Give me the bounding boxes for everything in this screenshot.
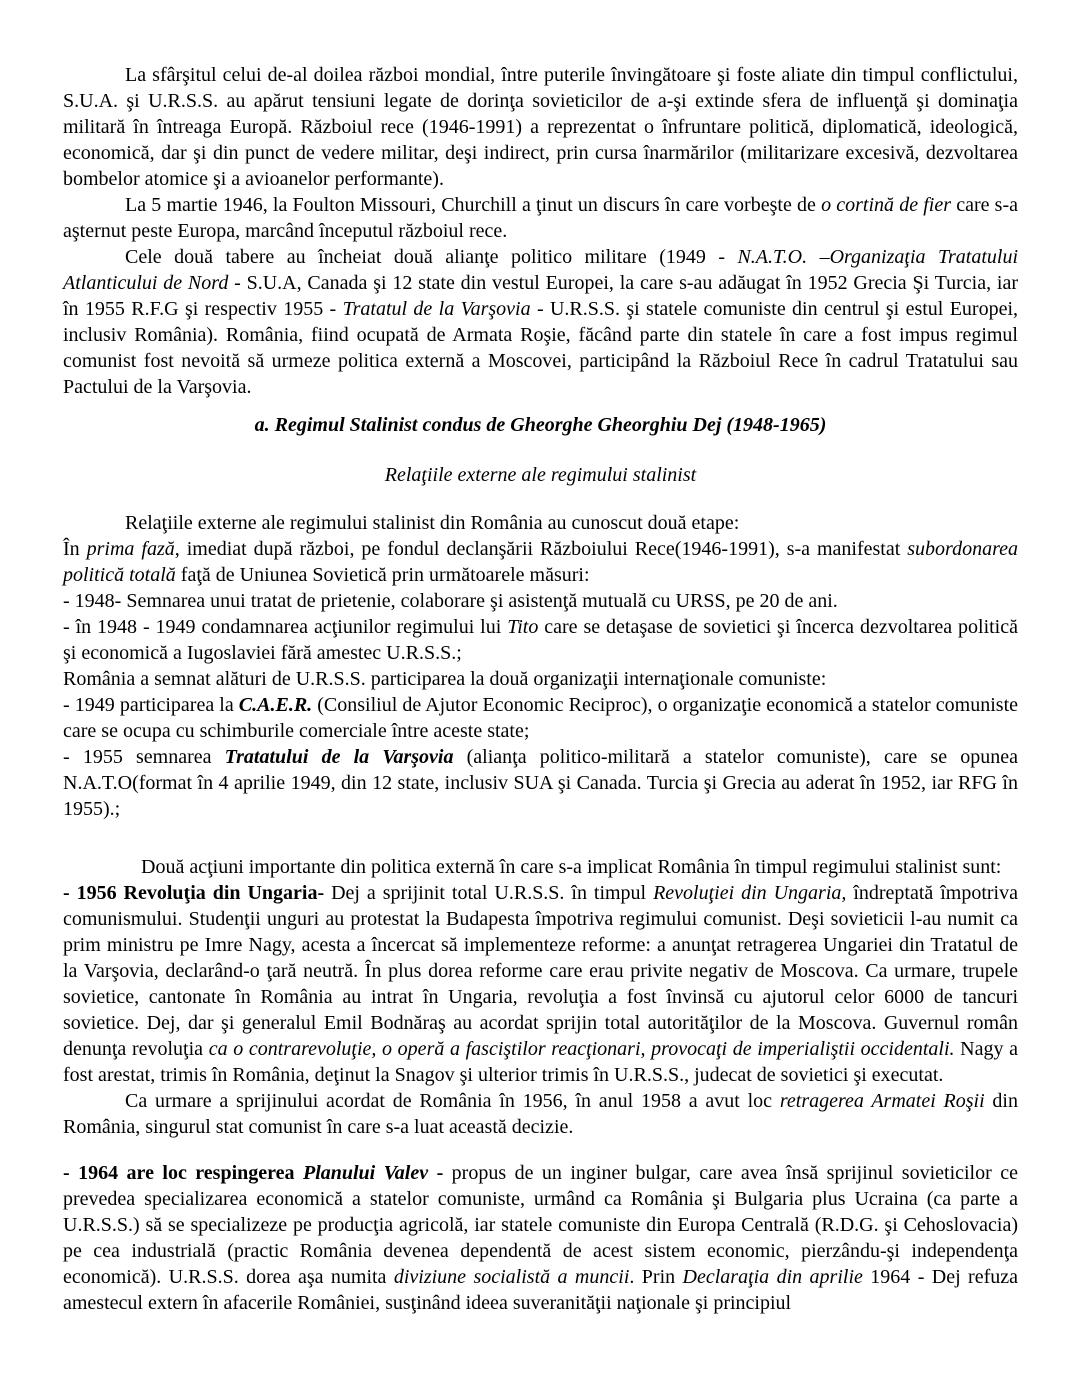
spacer xyxy=(63,438,1018,462)
text-run: N.A.T.O. –Organizaţia Tratatului Atlanticului de Nord xyxy=(63,246,1019,294)
text-run: Ca urmare a sprijinului acordat de România în 1956, în anul 1958 a avut loc xyxy=(125,1090,780,1112)
text-run: subordonarea politică totală xyxy=(63,538,1018,586)
measure-1955-warsaw-pact-paragraph xyxy=(63,744,1018,822)
measure-1948-treaty-paragraph xyxy=(63,588,1018,614)
measure-1948-1949-tito-paragraph xyxy=(63,614,1018,666)
text-run: - 1956 Revoluţia din Ungaria- xyxy=(63,882,325,904)
text-run: propus de un inginer bulgar, care avea însă sprijinul sovieticilor ce prevedea specializarea economică a statelor comuniste, urmând ca România şi Bulgaria plus Ucraina (ca parte a U.R.S.S.) să se specializeze pe producţia agricolă, iar statele comuniste din Europa Centrală (R.D.G. şi Cehoslovacia) pe cea industrială (practic România devenea dependentă de acest sistem economic, pierzându-şi independenţa economică). U.R.S.S. dorea aşa numita xyxy=(63,1162,1018,1288)
text-run: - 1955 semnarea xyxy=(63,746,225,768)
text-run: retragerea Armatei Roşii xyxy=(779,1090,985,1112)
intro-cold-war-paragraph xyxy=(63,62,1018,192)
text-run: - 1949 participarea la xyxy=(63,694,239,716)
text-run: - S.U.A, Canada şi 12 state din vestul Europei, la care s-au adăugat în 1952 Grecia Şi Turcia, iar în 1955 R.F.G şi respectiv 1955 - xyxy=(63,272,1018,320)
text-run: care se detaşase de sovietici şi încerca dezvoltarea politică şi economică a Iugoslaviei fără amestec U.R.S.S.; xyxy=(63,616,1018,664)
spacer xyxy=(63,488,1018,510)
hungary-1956-paragraph xyxy=(63,880,1018,1088)
text-run: Două acţiuni importante din politica externă în care s-a implicat România în timpul regimului stalinist sunt: xyxy=(141,856,1002,878)
valev-plan-1964-paragraph xyxy=(63,1160,1018,1316)
text-run: La sfârşitul celui de-al doilea război mondial, între puterile învingătoare şi foste aliate din timpul conflictului, S.U.A. şi U.R.S.S. au apărut tensiuni legate de dorinţa sovieticilor de a-şi extinde sfera de influenţă şi dominaţia militară în întreaga Europă. Războiul rece (1946-1991) a reprezentat o înfruntare politică, diplomatică, ideologică, economică, dar şi din punct de vedere militar, deşi indirect, prin cursa înarmărilor (militarizare excesivă, dezvoltarea bombelor atomice şi a avioanelor performante). xyxy=(63,64,1018,190)
text-run: Tratatului de la Varşovia xyxy=(224,746,454,768)
text-run: - în 1948 - 1949 condamnarea acţiunilor regimului lui xyxy=(63,616,508,638)
text-run: - U.R.S.S. şi statele comuniste din centrul şi estul Europei, inclusiv România). România, fiind ocupată de Armata Roşie, făcând parte din statele în care a fost impus regimul comunist fost nevoită să urmeze politica externă a Moscovei, participând la Războiul Rece în cadrul Tratatului sau Pactului de la Varşovia. xyxy=(63,298,1019,398)
organizations-intro-paragraph xyxy=(63,666,1018,692)
text-run: prima fază xyxy=(86,538,175,560)
text-run: ca o contrarevoluţie, o operă a fasciştilor reacţionari, provocaţi de imperialiştii occidentali. xyxy=(208,1038,955,1060)
text-run: (Consiliul de Ajutor Economic Reciproc), o organizaţie economică a statelor comuniste care se ocupa cu schimburile comerciale între aceste state; xyxy=(63,694,1019,742)
text-run: diviziune socialistă a muncii xyxy=(393,1266,630,1288)
two-actions-intro-paragraph xyxy=(63,854,1018,880)
spacer xyxy=(63,400,1018,412)
text-run: Cele două tabere au încheiat două alianţe politico militare (1949 - xyxy=(125,246,738,268)
iron-curtain-paragraph xyxy=(63,192,1018,244)
text-run: îndreptată împotriva comunismului. Studenţii unguri au protestat la Budapesta împotriva regimului comunist. Deşi sovieticii l-au numit ca prim ministru pe Imre Nagy, acesta a încercat să implementeze reforme: a anunţat retragerea Ungariei din Tratatul de la Varşovia, declarând-o ţară neutră. În plus dorea reforme care erau privite negativ de Moscova. Ca urmare, trupele sovietice, cantonate în România au intrat în Ungaria, revoluţia a fost învinsă cu ajutorul celor 6000 de tancuri sovietice. Dej, dar şi generalul Emil Bodnăraş au acordat sprijin total autorităţilor de la Moscova. Guvernul român denunţa revoluţia xyxy=(63,882,1018,1060)
text-run: Declaraţia din aprilie xyxy=(682,1266,863,1288)
text-run: - xyxy=(428,1162,444,1184)
first-phase-paragraph xyxy=(63,536,1018,588)
text-run: Relaţiile externe ale regimului stalinist din România au cunoscut două etape: xyxy=(125,512,740,534)
section-subheading xyxy=(63,462,1018,488)
text-run: (alianţa politico-militară a statelor comuniste), care se opunea N.A.T.O(format în 4 aprilie 1949, din 12 state, inclusiv SUA şi Canada. Turcia şi Grecia au aderat în 1952, iar RFG în 1955).; xyxy=(63,746,1018,820)
text-run: Revoluţiei din Ungaria, xyxy=(653,882,847,904)
text-run: faţă de Uniunea Sovietică prin următoarele măsuri: xyxy=(175,564,590,586)
text-run: Dej a sprijinit total U.R.S.S. în timpul xyxy=(324,882,654,904)
red-army-withdrawal-paragraph xyxy=(63,1088,1018,1140)
text-run: . Prin xyxy=(629,1266,683,1288)
text-run: , imediat după război, pe fondul declanşării Războiului Rece(1946-1991), s-a manifestat xyxy=(174,538,908,560)
spacer xyxy=(63,1140,1018,1160)
text-run: o cortină de fier xyxy=(821,194,952,216)
text-run: Nagy a fost arestat, trimis în România, deţinut la Snagov şi ulterior trimis în U.R.S.S., judecat de sovietici şi executat. xyxy=(63,1038,1018,1086)
text-run: C.A.E.R. xyxy=(238,694,313,716)
text-run: a. Regimul Stalinist condus de Gheorghe Gheorghiu Dej (1948-1965) xyxy=(254,414,827,436)
text-run: - 1964 are loc respingerea xyxy=(63,1162,303,1184)
measure-1949-caer-paragraph xyxy=(63,692,1018,744)
section-heading xyxy=(63,412,1018,438)
spacer xyxy=(63,822,1018,854)
alliances-paragraph xyxy=(63,244,1018,400)
text-run: La 5 martie 1946, la Foulton Missouri, Churchill a ţinut un discurs în care vorbeşte de xyxy=(125,194,822,216)
text-run: Tratatul de la Varşovia xyxy=(342,298,531,320)
text-run: din România, singurul stat comunist în care s-a luat această decizie. xyxy=(63,1090,1018,1138)
text-run: - 1948- Semnarea unui tratat de prietenie, colaborare şi asistenţă mutuală cu URSS, pe 20 de ani. xyxy=(63,590,838,612)
document-body xyxy=(63,62,1018,1316)
text-run: România a semnat alături de U.R.S.S. participarea la două organizaţii internaţionale comuniste: xyxy=(63,668,827,690)
text-run: care s-a aşternut peste Europa, marcând începutul războiul rece. xyxy=(63,194,1018,242)
text-run: În xyxy=(63,538,87,560)
text-run: Relaţiile externe ale regimului stalinist xyxy=(384,464,697,486)
stages-intro-paragraph xyxy=(63,510,1018,536)
text-run: Planului Valev xyxy=(302,1162,429,1184)
text-run: Tito xyxy=(507,616,539,638)
text-run: 1964 - Dej refuza amestecul extern în afacerile României, susţinând ideea suveranităţii naţionale şi principiul xyxy=(63,1266,1018,1314)
